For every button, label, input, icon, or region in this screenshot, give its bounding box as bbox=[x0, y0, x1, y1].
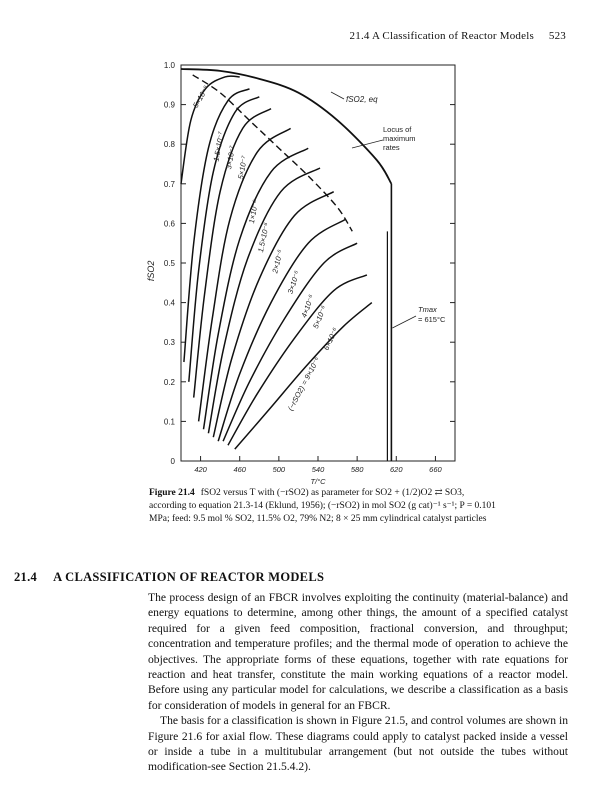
tmax-value-label: = 615°C bbox=[418, 315, 446, 324]
rate-label: 6×10⁻⁶ bbox=[321, 326, 340, 352]
y-tick-label: 0.7 bbox=[163, 179, 175, 189]
plot-frame bbox=[181, 65, 455, 461]
y-tick-label: 0.6 bbox=[163, 219, 175, 229]
y-tick-label: 0.3 bbox=[163, 338, 175, 348]
rate-label: 1.5×10⁻⁷ bbox=[211, 131, 226, 163]
rate-curve bbox=[228, 275, 367, 445]
x-tick-label: 420 bbox=[194, 465, 207, 474]
locus-label: Locus of bbox=[383, 125, 412, 134]
locus-label: rates bbox=[383, 143, 400, 152]
y-tick-label: 1.0 bbox=[163, 61, 175, 70]
rate-label: (−rSO2) = 9×10⁻⁶ bbox=[285, 355, 322, 413]
rate-label: 5×10⁻⁷ bbox=[236, 155, 250, 181]
equilibrium-pointer bbox=[331, 92, 344, 99]
y-tick-label: 0.8 bbox=[163, 140, 175, 150]
y-tick-label: 0.9 bbox=[163, 100, 175, 110]
x-axis-label: T/°C bbox=[310, 477, 326, 486]
x-tick-label: 620 bbox=[390, 465, 403, 474]
y-tick-label: 0 bbox=[170, 457, 175, 466]
locus-pointer bbox=[352, 140, 383, 148]
page-number: 523 bbox=[548, 30, 566, 42]
rate-label: 3×10⁻⁷ bbox=[224, 145, 238, 171]
rate-label: 4×10⁻⁶ bbox=[299, 293, 316, 319]
x-tick-label: 540 bbox=[311, 465, 325, 474]
chart-overlays bbox=[181, 69, 391, 461]
y-tick-label: 0.4 bbox=[163, 298, 175, 308]
figure-caption bbox=[149, 487, 501, 526]
equilibrium-curve bbox=[181, 69, 391, 184]
rate-label: 1.5×10⁻⁶ bbox=[256, 221, 272, 254]
section-number: 21.4 bbox=[14, 570, 38, 584]
y-tick-label: 0.2 bbox=[163, 377, 175, 387]
rate-label: 3×10⁻⁶ bbox=[285, 269, 302, 296]
y-tick-label: 0.5 bbox=[163, 259, 175, 268]
x-tick-label: 660 bbox=[429, 465, 442, 474]
body-text bbox=[148, 590, 568, 775]
rate-label: 1×10⁻⁶ bbox=[247, 198, 261, 225]
x-tick-label: 500 bbox=[272, 465, 286, 474]
body-paragraph: The process design of an FBCR involves exploiting the continuity (material-balance) and energy equations to determine, among other things, the amount of a specified catalyst required for a given feed composition, fractional conversion, and throughput; concentration and temperature profiles; and the thermal mode of operation to achieve the objectives. The appropriate forms of these equations, together with rate equations for reaction and heat transfer, constitute the main working equations of a reactor model. Before using any particular model for calculations, we describe a classification as a basis for consideration of models in general for an FBCR. bbox=[148, 591, 568, 712]
rate-label: 2×10⁻⁶ bbox=[270, 248, 285, 275]
tmax-label: Tmax bbox=[418, 305, 437, 314]
x-tick-label: 460 bbox=[233, 465, 246, 474]
running-head-section: 21.4 A Classification of Reactor Models bbox=[349, 30, 534, 42]
body-paragraph: The basis for a classification is shown in Figure 21.5, and control volumes are shown in Figure 21.6 for axial flow. These diagrams could apply to catalyst packed inside a vessel or inside a tube in a multitubular arrangement (but not outside the tubes without modification-see Section 21.5.4.2). bbox=[148, 714, 568, 774]
figure-label: Figure 21.4 bbox=[149, 488, 195, 498]
locus-label: maximum bbox=[383, 134, 416, 143]
y-tick-label: 0.1 bbox=[163, 417, 175, 427]
section-title: A CLASSIFICATION OF REACTOR MODELS bbox=[53, 570, 325, 584]
x-tick-label: 580 bbox=[350, 465, 364, 474]
rate-label: 5×10⁻⁸ bbox=[190, 84, 211, 110]
rate-label: 5×10⁻⁶ bbox=[311, 304, 329, 330]
figure-caption-text: fSO2 versus T with (−rSO2) as parameter for SO2 + (1/2)O2 ⇄ SO3, according to equation 21.3-14 (Eklund, 1956); (−rSO2) in mol SO2 (g cat)⁻¹ s⁻¹; P = 0.101 MPa; feed: 9.5 mol % SO2, 11.5% O2, 79% N2; 8 × 25 mm cylindrical catalyst particles bbox=[149, 488, 496, 524]
chart-labels bbox=[191, 84, 446, 412]
tmax-pointer bbox=[392, 316, 416, 328]
section-heading bbox=[14, 570, 324, 585]
equilibrium-label: fSO2, eq bbox=[346, 95, 378, 104]
y-axis-label: fSO2 bbox=[146, 260, 156, 282]
